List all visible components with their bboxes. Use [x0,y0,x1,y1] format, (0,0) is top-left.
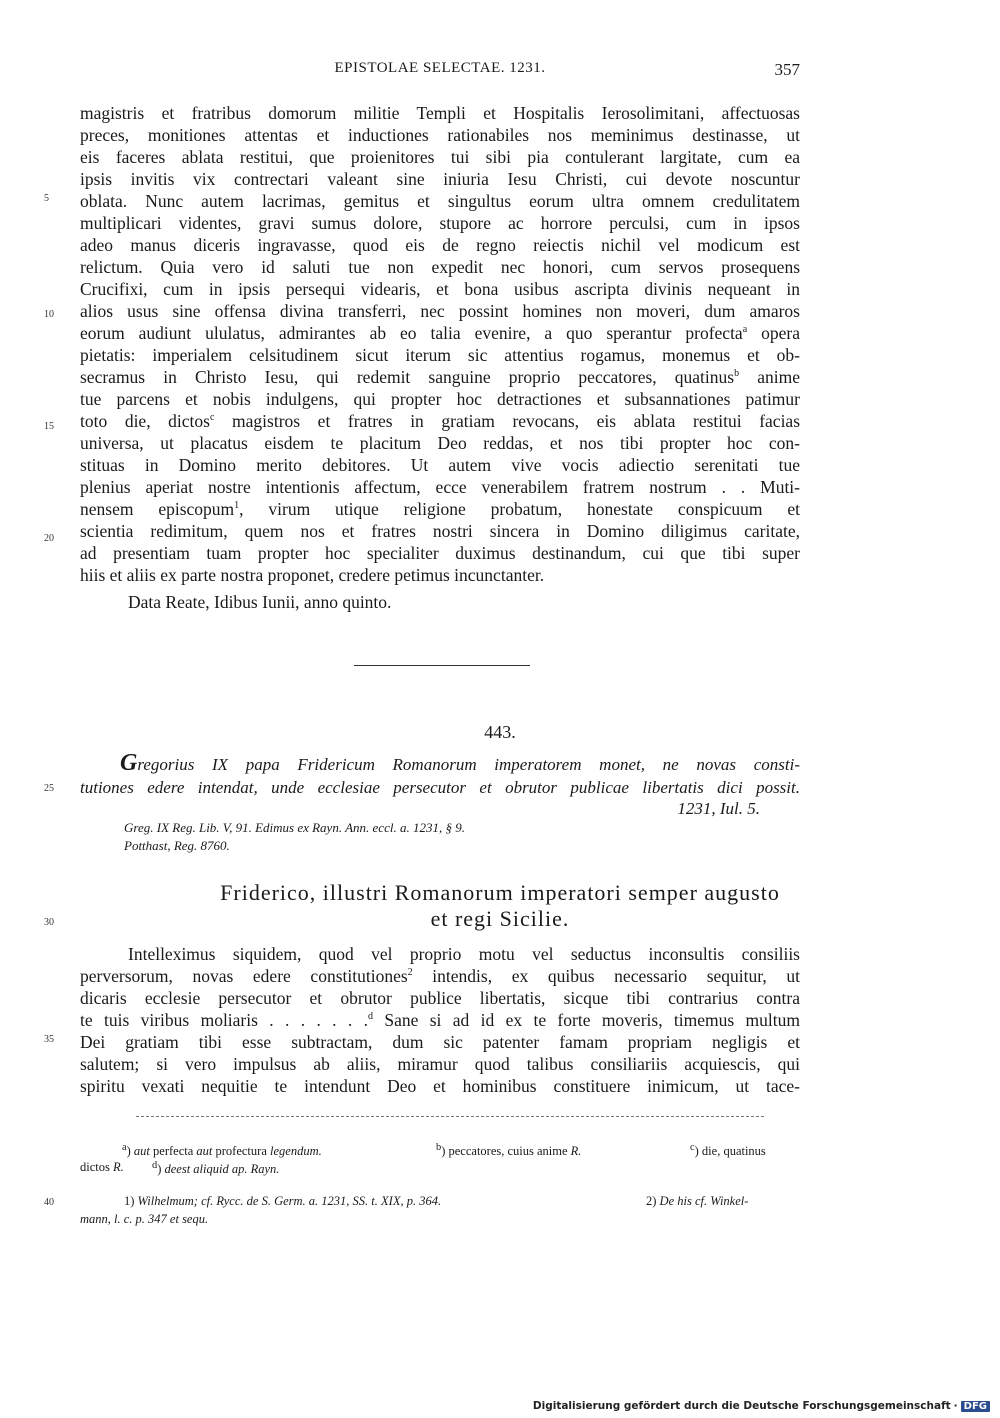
footnote-text: deest aliquid ap. Rayn. [161,1162,280,1177]
footnote-text: Wilhelmum; cf. Rycc. de S. Germ. a. 1231, SS. t. XIX, p. 364. [134,1194,442,1208]
footnote-a: $^a$) aut perfecta aut profectura legendum. [122,1142,322,1159]
line-number: 20 [44,533,54,544]
footnote-mark: a [122,1142,127,1153]
footnote-2-cont [80,1212,208,1227]
running-head: EPISTOLAE SELECTAE. 1231. [334,60,546,76]
footnote-number: 1) [124,1194,135,1208]
line-number: 15 [44,421,54,432]
letter-line: Dei gratiam tibi esse subtractam, dum sic patenter famam propriam negligis et [80,1032,800,1052]
source-reference: Greg. IX Reg. Lib. V, 91. Edimus ex Rayn. Ann. eccl. a. 1231, § 9. [124,820,465,835]
footnote-text: aut [133,1144,150,1159]
note-mark-1: 1 [234,500,240,512]
body-line: Crucifixi, cum in ipsis persequi videaris, et bona usibus ascripta divinis nequeant in [80,279,800,299]
dating-clause: Data Reate, Idibus Iunii, anno quinto. [128,592,392,612]
letter-line [80,1009,800,1031]
body-line: tue parcens et nobis indulgens, qui propter hoc detractiones et subsannationes patimur [80,389,800,409]
page-header [80,60,800,84]
body-line: eis faceres ablata restitui, que proienitores tui sibi pia contulerant largitate, cum ea [80,147,800,167]
line-text: opera [747,323,800,343]
line-text: toto die, dictos [80,411,210,431]
footnote-text: legendum. [270,1144,322,1159]
note-mark-b: b [734,368,740,380]
letter-line: dicaris ecclesie persecutor et obrutor publice libertatis, sicque tibi contrarius contra [80,988,800,1008]
body-line: magistris et fratribus domorum militie Templi et Hospitalis Ierosolimitani, affectuosas [80,103,800,123]
body-line [80,498,800,520]
body-line: hiis et aliis ex parte nostra proponet, credere petimus incunctanter. [80,565,545,585]
body-line: stituas in Domino merito debitores. Ut autem vive vocis adiectio serenitati tue [80,455,800,475]
body-line: ipsis invitis vix contrectari valeant sine iniuria Iesu Christi, cui devote noscuntur [80,169,800,189]
body-line: multiplicari videntes, gravi sumus dolore, stupore ac horrore perculsi, cum in ipsos [80,213,800,233]
document-number: 443. [484,722,516,742]
line-text: nensem episcopum [80,499,235,519]
body-line: universa, ut placatus eisdem te placitum Deo reddas, et nos tibi propter hoc con- [80,433,800,453]
footnote-b: $^b$) peccatores, cuius anime R. [436,1142,582,1159]
line-number: 25 [44,783,54,794]
letter-line: Intelleximus siquidem, quod vel proprio motu vel seductus inconsultis consiliis [128,944,800,964]
body-line: ad presentiam tuam propter hoc specialiter duximus destinandum, cui que tibi super [80,543,800,563]
body-line: oblata. Nunc autem lacrimas, gemitus et singultus eorum ultra omnem credulitatem [80,191,800,211]
footnote-c-cont [80,1160,124,1175]
line-number: 10 [44,309,54,320]
rubric-initial: G [120,750,138,776]
rubric-date: 1231, Iul. 5. [677,799,760,818]
footnote-number: 2) [646,1194,657,1208]
line-text: , virum utique religione probatum, honestate conspicuum et [239,499,800,519]
letter-line [80,965,800,987]
footnote-mark: d [152,1160,158,1171]
line-text: secramus in Christo Iesu, qui redemit sanguine proprio peccatores, quatinus [80,367,735,387]
footnote-text: aut [196,1144,213,1159]
note-mark-d: d [368,1011,374,1023]
footnote-text: R. [112,1160,124,1174]
line-text: perversorum, novas edere constitutiones [80,966,408,986]
body-line [80,322,800,344]
credit-text: Digitalisierung gefördert durch die Deutsche Forschungsgemeinschaft [532,1400,951,1412]
line-number: 30 [44,917,54,928]
footnote-text: perfecta [149,1144,197,1159]
line-number: 40 [44,1197,54,1208]
footnote-text: die, quatinus [698,1144,766,1159]
footnote-d: $^d$) deest aliquid ap. Rayn. [152,1160,280,1177]
line-text: magistros et fratres in gratiam revocans, eis ablata restitui facias [214,411,801,431]
dfg-logo-icon: DFG [961,1401,990,1412]
line-number: 5 [44,193,49,204]
note-mark-2: 2 [407,967,413,979]
note-mark-a: a [742,324,748,336]
note-mark-c: c [209,412,215,424]
footnote-mark: c [690,1142,695,1153]
letter-line: salutem; si vero impulsus ab aliis, miramur quod talibus consiliariis acquiescis, qui [80,1054,800,1074]
address-line: et regi Sicilie. [430,906,570,931]
footnote-rule [136,1116,764,1117]
footnote-text: profectura [212,1144,270,1159]
address-line: Friderico, illustri Romanorum imperatori semper augusto [220,880,780,905]
section-divider [354,665,530,666]
footnote-1 [124,1194,441,1209]
body-line [80,366,800,388]
body-line [80,410,800,432]
footnote-text: dictos [80,1160,113,1174]
line-text: te tuis viribus moliaris . . . . . . . [80,1010,369,1030]
page-number: 357 [774,60,800,79]
source-reference: Potthast, Reg. 8760. [124,838,230,853]
rubric-text: regorius IX papa Fridericum Romanorum imperatorem monet, ne novas consti- [137,755,800,774]
body-line: adeo manus diceris ingravasse, quod eis de regno reiectis nichil vel modicum est [80,235,800,255]
footnote-text: R. [570,1144,582,1159]
rubric-line: tutiones edere intendat, unde ecclesiae persecutor et obrutor publicae libertatis dici possit. [80,778,800,797]
line-number: 35 [44,1034,54,1045]
footnote-2 [646,1194,748,1209]
body-line: relictum. Quia vero id saluti tue non expedit nec honori, cum servos prosequens [80,257,800,277]
body-line: plenius aperiat nostre intentionis affectum, ecce venerabilem fratrem nostrum . . Muti- [80,477,800,497]
line-text: eorum audiunt ululatus, admirantes ab eo talia evenire, a quo sperantur profecta [80,323,743,343]
footnote-mark: b [436,1142,442,1153]
line-text: Sane si ad id ex te forte moveris, timemus multum [373,1010,800,1030]
footnote-text: peccatores, cuius anime [445,1144,571,1159]
line-text: intendis, ex quibus necessario sequitur, ut [412,966,800,986]
body-line: preces, monitiones attentas et inductiones rationabiles nos meminimus destinasse, ut [80,125,800,145]
footnote-text: De his cf. Winkel- [656,1194,749,1208]
footnote-c: $^c$) die, quatinus [690,1142,766,1159]
rubric-line [80,751,800,775]
line-text: anime [739,367,800,387]
digitization-credit: Digitalisierung gefördert durch die Deutsche Forschungsgemeinschaft · DFG [533,1400,990,1412]
body-line: pietatis: imperialem celsitudinem sicut iterum sic attentius rogamus, monemus et ob- [80,345,800,365]
letter-line: spiritu vexati nequitie te intendunt Deo et hominibus constituere inimicum, ut tace- [80,1076,800,1096]
footnote-text: mann, l. c. p. 347 et sequ. [80,1212,209,1226]
body-line: scientia redimitum, quem nos et fratres nostri sincera in Domino diligimus caritate, [80,521,800,541]
body-line: alios usus sine offensa divina transferri, nec possint homines non moveri, dum amaros [80,301,800,321]
